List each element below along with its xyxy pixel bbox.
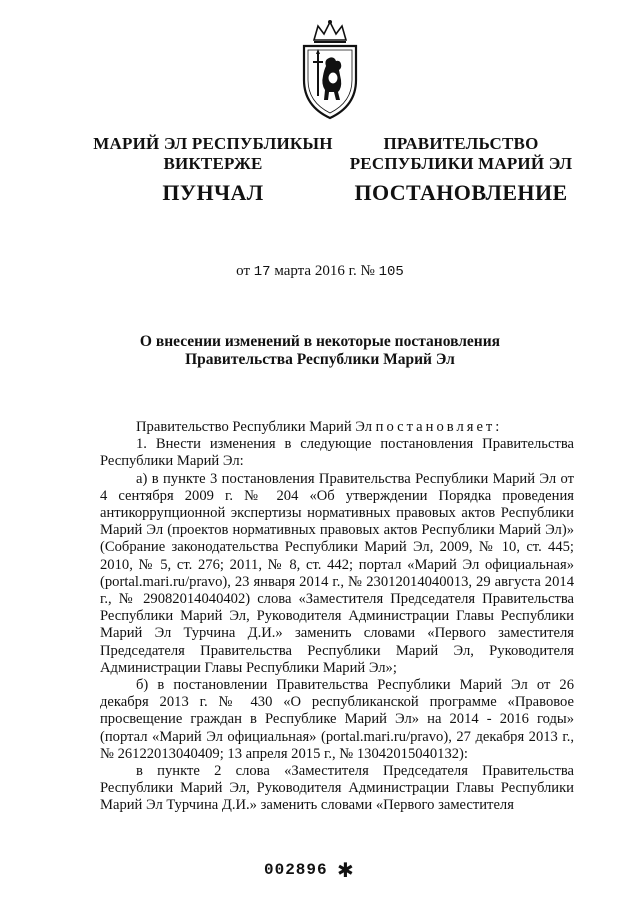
document-title [100,333,540,369]
header-right-doc-type: ПОСТАНОВЛЕНИЕ [354,180,568,205]
paragraph-a: а) в пункте 3 постановления Правительства Республики Марий Эл от 4 сентября 2009 г. № 204 «Об утверждении Порядка проведения антикоррупционной экспертизы нормативных правовых актов Республики Марий Эл (проектов нормативных правовых актов Республики Марий Эл)» (Собрание законодательства Республики Марий Эл, 2009, № 10, ст. 445; 2010, № 5, ст. 276; 2011, № 8, ст. 442; портал «Марий Эл официальная» (portal.mari.ru/pravo), 23 января 2014 г., № 23012014040013, 29 августа 2014 г., № 29082014040402) слова «Заместителя Председателя Правительства Республики Марий Эл, Руководителя Администрации Главы Республики Марий Эл Турчина Д.И.» заменить словами «Первого заместителя Председателя Правительства Республики Марий Эл, Руководителя Администрации Главы Республики Марий Эл»; [100,470,574,676]
intro-lead: Правительство Республики Марий Эл [136,419,376,435]
paragraph-1: 1. Внести изменения в следующие постановления Правительства Республики Марий Эл: [100,436,574,470]
document-number: 105 [378,264,404,280]
header-right-line2: РЕСПУБЛИКИ МАРИЙ ЭЛ [349,154,573,173]
paragraph-b: б) в постановлении Правительства Республики Марий Эл от 26 декабря 2013 г. № 430 «О республиканской программе «Правовое просвещение граждан в Республике Марий Эл» на 2014 - 2016 годы» (портал «Марий Эл официальная» (portal.mari.ru/pravo), 27 декабря 2013 г., № 26122013040409; 13 апреля 2015 г., № 13042015040132): [100,677,574,762]
header-mari-block [88,134,338,206]
asterisk-mark-icon: ✱ [337,858,354,882]
serial-number: 002896 [264,861,328,879]
header-left-line1: МАРИЙ ЭЛ РЕСПУБЛИКЫН [93,134,333,153]
coat-of-arms-emblem [296,18,364,122]
header-left-doc-type: ПУНЧАЛ [162,180,264,205]
intro-decree-word: постановляет: [375,419,503,435]
header-left-line2: ВИКТЕРЖЕ [163,154,263,173]
date-month-year: марта 2016 г. № [274,263,375,279]
document-body [100,419,574,815]
date-prefix: от [236,263,251,279]
title-line2: Правительства Республики Марий Эл [185,351,455,368]
intro-paragraph [100,419,574,436]
header-russian-block [348,134,574,206]
title-line1: О внесении изменений в некоторые постановления [139,333,501,350]
document-date-line [0,262,640,281]
paragraph-b-point2: в пункте 2 слова «Заместителя Председателя Правительства Республики Марий Эл, Руководителя Администрации Главы Республики Марий Эл Турчина Д.И.» заменить словами «Первого заместителя [100,763,574,814]
date-day: 17 [253,264,271,280]
header-right-line1: ПРАВИТЕЛЬСТВО [383,134,539,153]
